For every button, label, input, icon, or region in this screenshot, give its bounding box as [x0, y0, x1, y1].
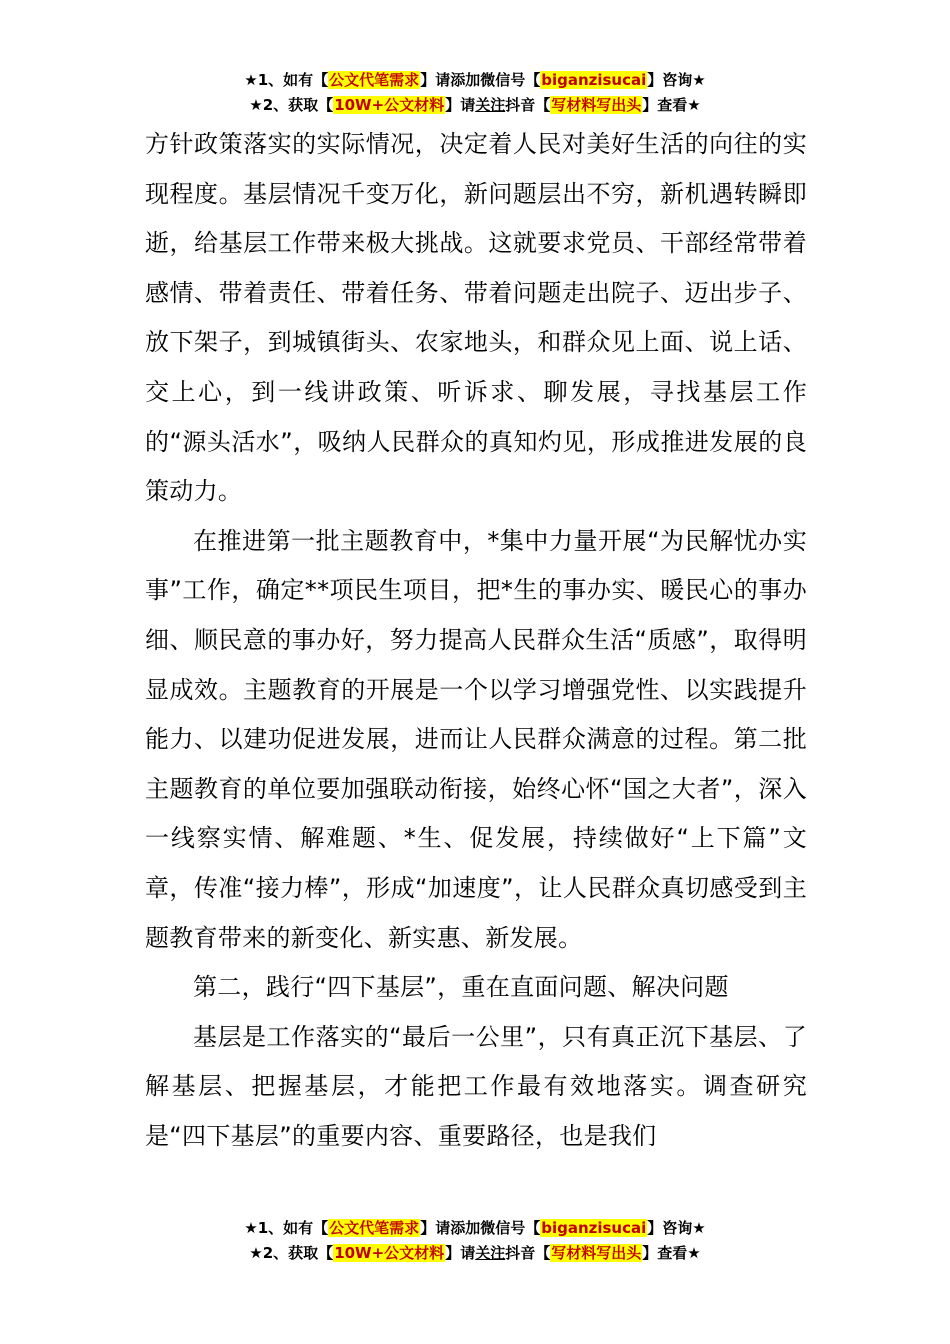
bottom-promo-banner: [0, 1216, 950, 1266]
promo-line-2-middle-b: 抖音【: [505, 1244, 551, 1262]
promo-line-2-highlight-douyin: 写材料写出头: [551, 1244, 642, 1262]
paragraph-1: 方针政策落实的实际情况，决定着人民对美好生活的向往的实现程度。基层情况千变万化，新问题层出不穷，新机遇转瞬即逝，给基层工作带来极大挑战。这就要求党员、干部经常带着感情、带着责任、带着任务、带着问题走出院子、迈出步子、放下架子，到城镇街头、农家地头，和群众见上面、说上话、交上心，到一线讲政策、听诉求、聊发展，寻找基层工作的“源头活水”，吸纳人民群众的真知灼见，形成推进发展的良策动力。: [145, 130, 807, 506]
promo-line-1: [0, 1216, 950, 1241]
top-promo-banner: [0, 68, 950, 118]
promo-line-1-prefix: ★1、如有【: [244, 71, 329, 89]
promo-line-1-prefix: ★1、如有【: [244, 1219, 329, 1237]
promo-line-2-middle-a: 】请: [445, 96, 476, 114]
document-body: [145, 120, 807, 1161]
paragraph-2: 在推进第一批主题教育中，*集中力量开展“为民解忧办实事”工作，确定**项民生项目，把*生的事办实、暖民心的事办细、顺民意的事办好，努力提高人民群众生活“质感”，取得明显成效。主题教育的开展是一个以学习增强党性、以实践提升能力、以建功促进发展，进而让人民群众满意的过程。第二批主题教育的单位要加强联动衔接，始终心怀“国之大者”，深入一线察实情、解难题、*生、促发展，持续做好“上下篇”文章，传准“接力棒”，形成“加速度”，让人民群众真切感受到主题教育带来的新变化、新实惠、新发展。: [145, 526, 807, 952]
promo-line-2-highlight-materials: 10W+公文材料: [334, 1244, 445, 1262]
promo-line-1-suffix: 】咨询★: [647, 1219, 706, 1237]
paragraph-3: 基层是工作落实的“最后一公里”，只有真正沉下基层、了解基层、把握基层，才能把工作最有效地落实。调查研究是“四下基层”的重要内容、重要路径，也是我们: [145, 1022, 807, 1150]
promo-line-2-highlight-douyin: 写材料写出头: [551, 96, 642, 114]
promo-line-2-suffix: 】查看★: [642, 1244, 701, 1262]
promo-line-2-middle-a: 】请: [445, 1244, 476, 1262]
promo-line-2: [0, 1241, 950, 1266]
promo-line-2-suffix: 】查看★: [642, 96, 701, 114]
promo-line-1-middle: 】请添加微信号【: [420, 1219, 541, 1237]
promo-line-2-prefix: ★2、获取【: [249, 1244, 334, 1262]
promo-line-1-middle: 】请添加微信号【: [420, 71, 541, 89]
section-heading: 第二，践行“四下基层”，重在直面问题、解决问题: [193, 973, 729, 1002]
promo-line-2: [0, 93, 950, 118]
promo-line-2-middle-b: 抖音【: [505, 96, 551, 114]
promo-line-1-highlight-wechat: biganzisucai: [541, 1219, 647, 1237]
promo-line-2-highlight-materials: 10W+公文材料: [334, 96, 445, 114]
promo-line-1-highlight-wechat: biganzisucai: [541, 71, 647, 89]
promo-line-2-prefix: ★2、获取【: [249, 96, 334, 114]
promo-line-1-highlight-service: 公文代笔需求: [329, 71, 420, 89]
promo-line-1-suffix: 】咨询★: [647, 71, 706, 89]
promo-line-2-underlined: 关注: [475, 1244, 506, 1262]
promo-line-1: [0, 68, 950, 93]
promo-line-1-highlight-service: 公文代笔需求: [329, 1219, 420, 1237]
promo-line-2-underlined: 关注: [475, 96, 506, 114]
